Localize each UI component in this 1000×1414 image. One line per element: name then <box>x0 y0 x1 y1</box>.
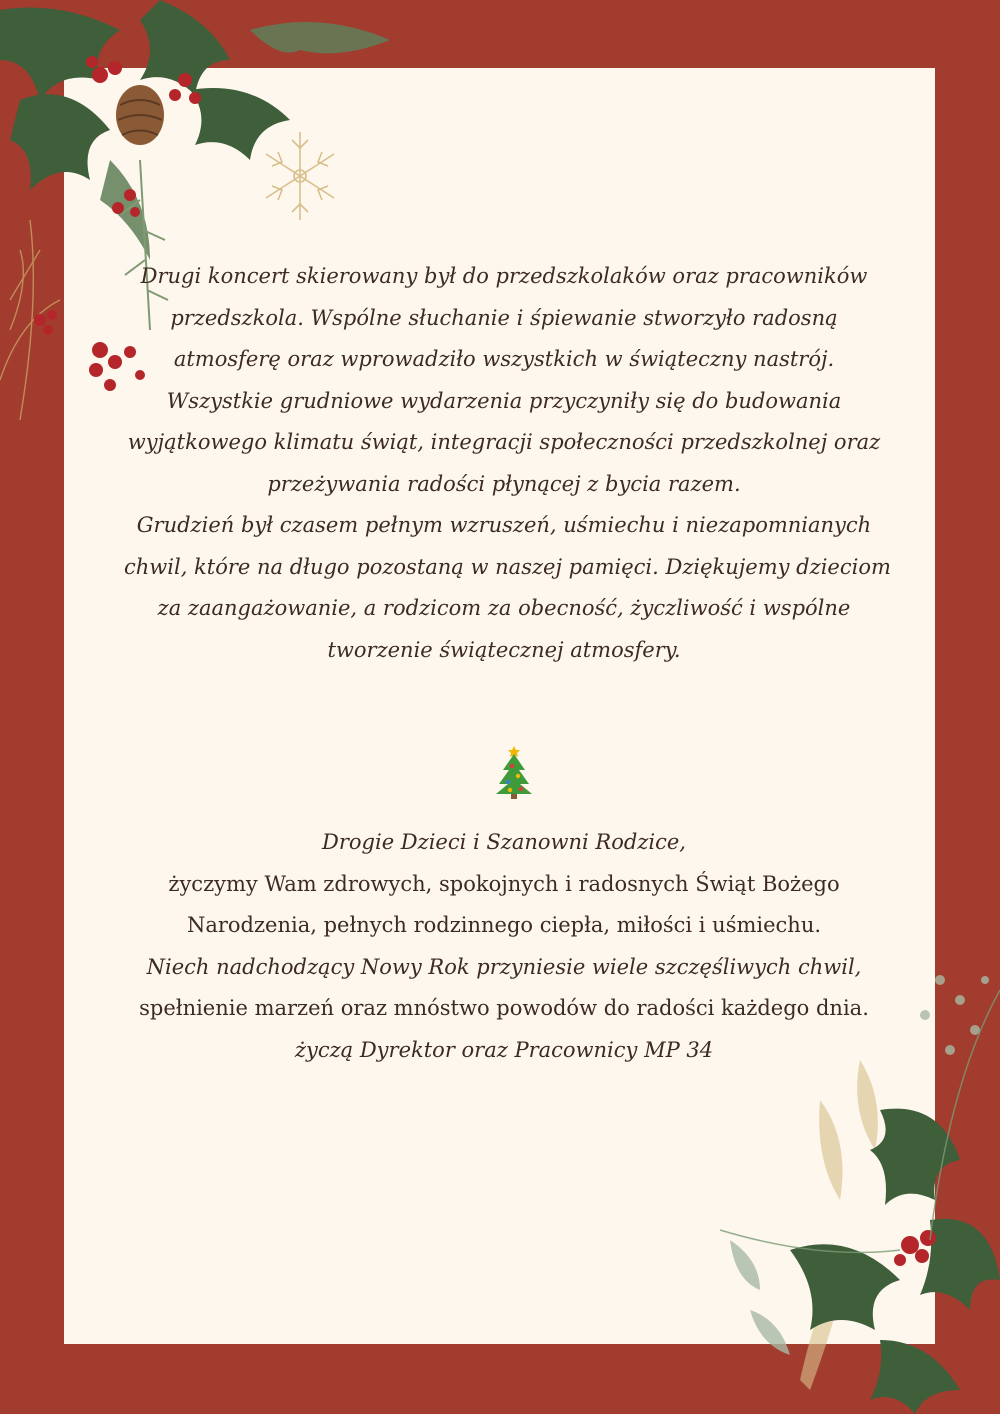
text-line: chwil, które na długo pozostaną w naszej pamięci. Dziękujemy dzieciom <box>124 554 891 579</box>
text-line: za zaangażowanie, a rodzicom za obecność, życzliwość i wspólne <box>157 596 851 620</box>
text-line: wyjątkowego klimatu świąt, integracji społeczności przedszkolnej oraz <box>127 430 881 454</box>
greeting-block <box>124 822 884 1071</box>
greeting-line: Niech nadchodzący Nowy Rok przyniesie wiele szczęśliwych chwil, <box>146 954 862 979</box>
greeting-salutation: Drogie Dzieci i Szanowni Rodzice, <box>322 830 686 854</box>
text-line: Grudzień był czasem pełnym wzruszeń, uśmiechu i niezapomnianych <box>136 513 872 537</box>
greeting-line: życzymy Wam zdrowych, spokojnych i radosnych Świąt Bożego <box>168 871 840 896</box>
text-line: przeżywania radości płynącej z bycia razem. <box>267 471 741 496</box>
greeting-line: Narodzenia, pełnych rodzinnego ciepła, miłości i uśmiechu. <box>186 913 822 937</box>
christmas-tree-icon <box>494 744 534 800</box>
text-line: Drugi koncert skierowany był do przedszkolaków oraz pracowników <box>140 264 868 288</box>
greeting-signature: życzą Dyrektor oraz Pracownicy MP 34 <box>294 1037 714 1062</box>
text-line: tworzenie świątecznej atmosfery. <box>327 637 681 662</box>
text-line: przedszkola. Wspólne słuchanie i śpiewanie stworzyło radosną <box>170 305 838 330</box>
text-line: atmosferę oraz wprowadziło wszystkich w świąteczny nastrój. <box>173 347 835 371</box>
greeting-line: spełnienie marzeń oraz mnóstwo powodów do radości każdego dnia. <box>139 996 869 1020</box>
text-line: Wszystkie grudniowe wydarzenia przyczyniły się do budowania <box>166 388 842 413</box>
letter-body <box>124 256 891 671</box>
snowflake-icon <box>262 128 338 224</box>
